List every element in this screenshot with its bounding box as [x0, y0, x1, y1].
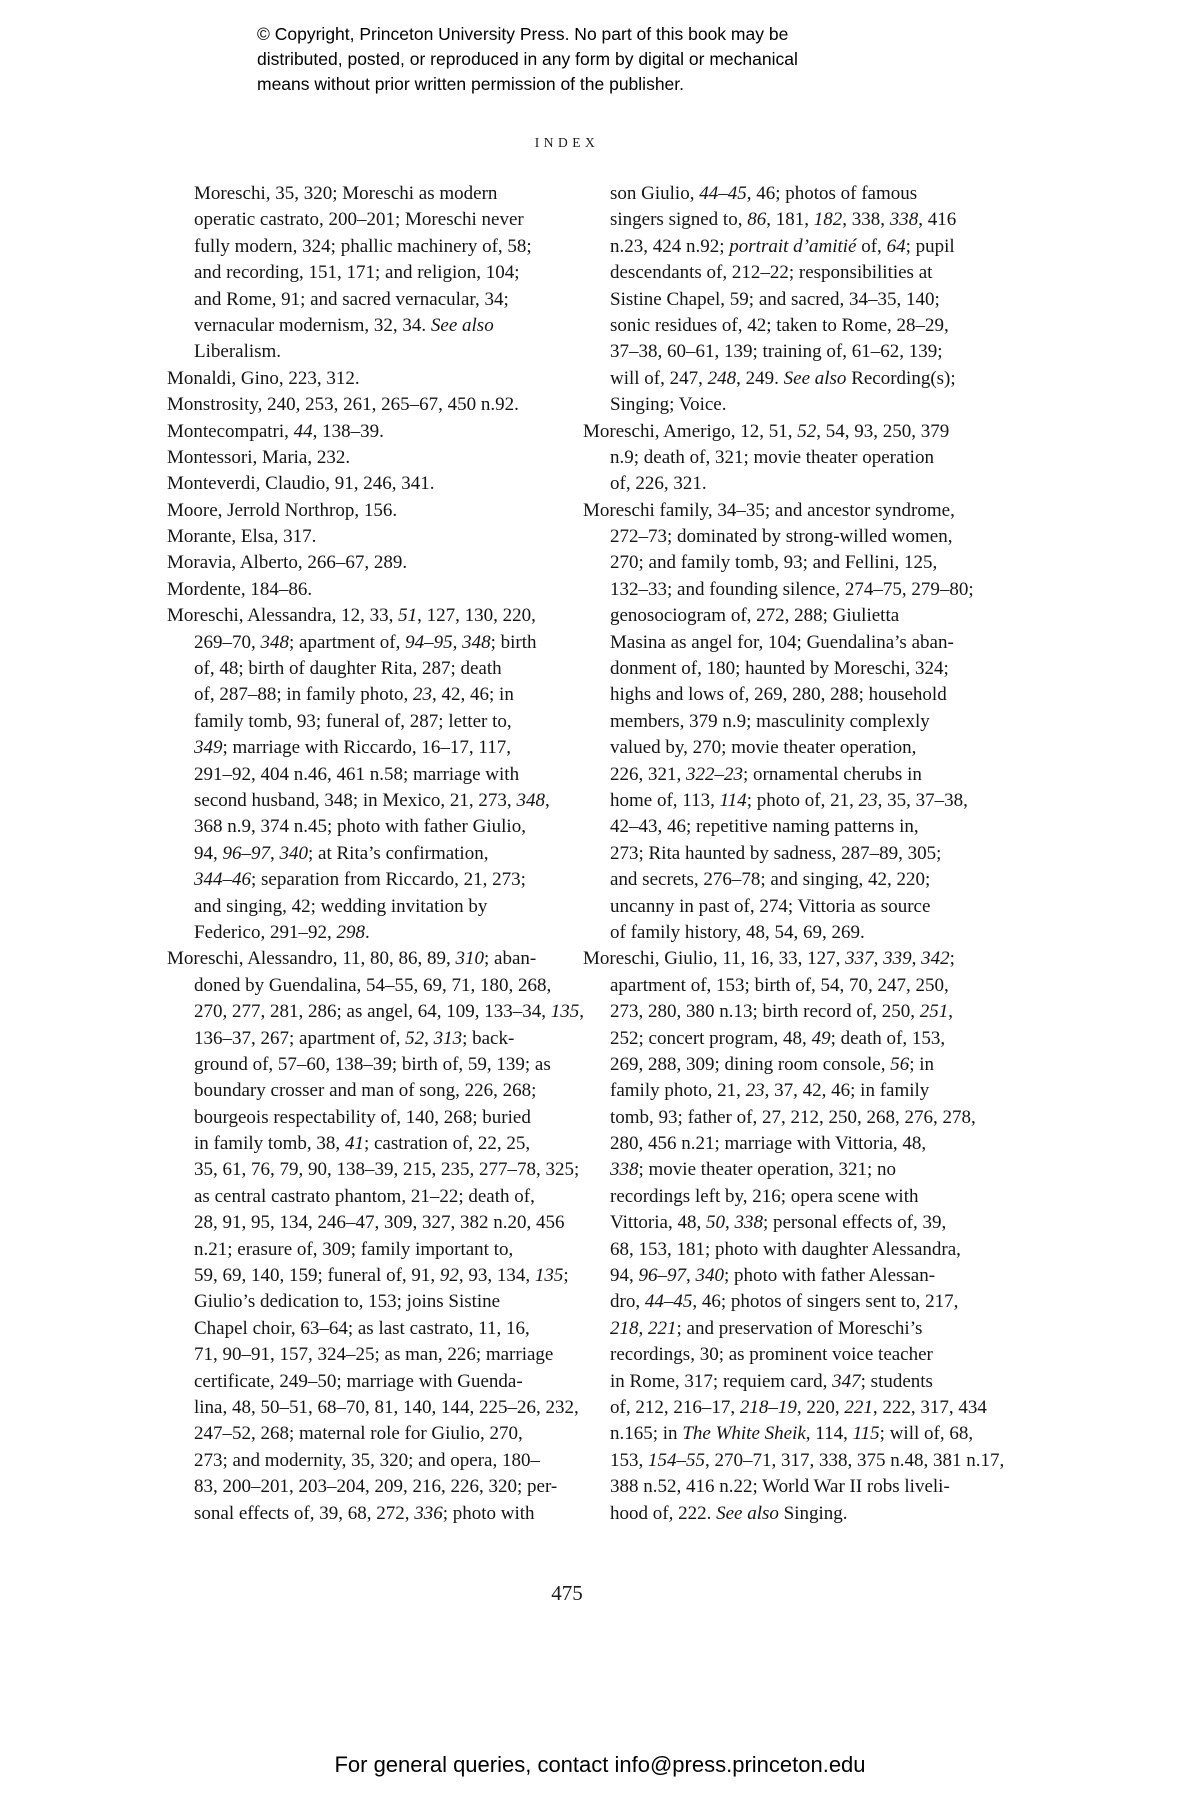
index-line: recordings left by, 216; opera scene with	[610, 1185, 919, 1207]
index-line: 218, 221; and preservation of Moreschi’s	[610, 1317, 923, 1339]
index-line: Monaldi, Gino, 223, 312.	[167, 367, 360, 389]
index-line: n.9; death of, 321; movie theater operation	[610, 446, 934, 468]
index-line: Moreschi, Amerigo, 12, 51, 52, 54, 93, 250, 379	[583, 420, 950, 442]
index-line: bourgeois respectability of, 140, 268; buried	[194, 1106, 531, 1128]
index-line: 344–46; separation from Riccardo, 21, 273;	[194, 869, 526, 891]
index-line: Moreschi, Giulio, 11, 16, 33, 127, 337, 339, 342;	[583, 948, 955, 970]
index-column-left	[167, 181, 585, 1527]
index-line: valued by, 270; movie theater operation,	[610, 737, 917, 759]
index-line: boundary crosser and man of song, 226, 268;	[194, 1080, 537, 1102]
index-line: home of, 113, 114; photo of, 21, 23, 35, 37–38,	[610, 789, 968, 811]
index-line: ground of, 57–60, 138–39; birth of, 59, 139; as	[194, 1053, 551, 1075]
index-line: Masina as angel for, 104; Guendalina’s aban-	[610, 631, 954, 653]
index-line: 247–52, 268; maternal role for Giulio, 270,	[194, 1423, 523, 1445]
index-line: Mordente, 184–86.	[167, 578, 313, 600]
index-line: 269, 288, 309; dining room console, 56; in	[610, 1053, 935, 1075]
index-line: Liberalism.	[194, 341, 282, 363]
index-line: 270, 277, 281, 286; as angel, 64, 109, 133–34, 135,	[194, 1001, 585, 1023]
index-line: Moreschi, 35, 320; Moreschi as modern	[194, 183, 498, 204]
index-line: 273; and modernity, 35, 320; and opera, 180–	[194, 1449, 540, 1471]
index-line: 291–92, 404 n.46, 461 n.58; marriage with	[194, 763, 520, 785]
index-line: Moreschi, Alessandra, 12, 33, 51, 127, 130, 220,	[167, 605, 536, 627]
index-line: Moreschi family, 34–35; and ancestor syndrome,	[583, 499, 955, 521]
index-line: 280, 456 n.21; marriage with Vittoria, 48,	[610, 1133, 927, 1155]
index-line: Moore, Jerrold Northrop, 156.	[167, 499, 398, 521]
index-line: 388 n.52, 416 n.22; World War II robs liveli-	[610, 1476, 950, 1498]
index-column-right	[583, 181, 1005, 1527]
index-line: fully modern, 324; phallic machinery of, 58;	[194, 235, 532, 257]
index-line: of, 226, 321.	[610, 473, 707, 495]
index-line: Moreschi, Alessandro, 11, 80, 86, 89, 310; aban-	[167, 948, 537, 970]
index-line: son Giulio, 44–45, 46; photos of famous	[610, 183, 918, 204]
index-line: uncanny in past of, 274; Vittoria as source	[610, 895, 931, 917]
index-line: doned by Guendalina, 54–55, 69, 71, 180, 268,	[194, 974, 552, 996]
index-line: and Rome, 91; and sacred vernacular, 34;	[194, 288, 509, 310]
index-line: will of, 247, 248, 249. See also Recording(s);	[610, 367, 956, 389]
index-line: 272–73; dominated by strong-willed women,	[610, 526, 953, 548]
index-line: singers signed to, 86, 181, 182, 338, 338, 416	[610, 209, 957, 231]
index-line: and recording, 151, 171; and religion, 104;	[194, 262, 520, 284]
index-line: 83, 200–201, 203–204, 209, 216, 226, 320; per-	[194, 1476, 558, 1498]
index-line: Montessori, Maria, 232.	[167, 446, 351, 468]
index-line: Sistine Chapel, 59; and sacred, 34–35, 140;	[610, 288, 940, 310]
index-line: 270; and family tomb, 93; and Fellini, 125,	[610, 552, 938, 574]
index-line: Moravia, Alberto, 266–67, 289.	[167, 552, 408, 574]
index-line: Giulio’s dedication to, 153; joins Sistine	[194, 1291, 501, 1313]
index-line: sonal effects of, 39, 68, 272, 336; photo with	[194, 1502, 535, 1524]
index-line: of, 287–88; in family photo, 23, 42, 46; in	[194, 684, 514, 706]
index-line: Morante, Elsa, 317.	[167, 526, 317, 548]
copyright-line: © Copyright, Princeton University Press. No part of this book may be	[257, 24, 789, 44]
index-line: 136–37, 267; apartment of, 52, 313; back-	[194, 1027, 515, 1049]
index-line: Chapel choir, 63–64; as last castrato, 11, 16,	[194, 1317, 530, 1339]
index-line: 28, 91, 95, 134, 246–47, 309, 327, 382 n.20, 456	[194, 1212, 565, 1234]
index-line: 153, 154–55, 270–71, 317, 338, 375 n.48, 381 n.17,	[610, 1449, 1005, 1471]
index-line: 269–70, 348; apartment of, 94–95, 348; birth	[194, 631, 537, 653]
index-line: 273, 280, 380 n.13; birth record of, 250, 251,	[610, 1001, 954, 1023]
index-line: Monteverdi, Claudio, 91, 246, 341.	[167, 473, 435, 495]
index-line: dro, 44–45, 46; photos of singers sent to, 217,	[610, 1291, 959, 1313]
index-line: of, 212, 216–17, 218–19, 220, 221, 222, 317, 434	[610, 1396, 987, 1418]
index-line: genosociogram of, 272, 288; Giulietta	[610, 605, 900, 627]
index-line: 37–38, 60–61, 139; training of, 61–62, 139;	[610, 341, 943, 363]
index-line: tomb, 93; father of, 27, 212, 250, 268, 276, 278,	[610, 1106, 976, 1128]
index-line: of, 48; birth of daughter Rita, 287; death	[194, 658, 502, 680]
index-line: certificate, 249–50; marriage with Guenda-	[194, 1370, 523, 1392]
index-line: vernacular modernism, 32, 34. See also	[194, 314, 494, 336]
index-line: 59, 69, 140, 159; funeral of, 91, 92, 93, 134, 135;	[194, 1265, 569, 1287]
index-line: family tomb, 93; funeral of, 287; letter to,	[194, 710, 512, 732]
index-line: sonic residues of, 42; taken to Rome, 28–29,	[610, 314, 949, 336]
index-line: lina, 48, 50–51, 68–70, 81, 140, 144, 225–26, 232,	[194, 1396, 579, 1418]
index-line: descendants of, 212–22; responsibilities at	[610, 262, 933, 284]
index-line: Monstrosity, 240, 253, 261, 265–67, 450 n.92.	[167, 394, 519, 416]
index-line: 68, 153, 181; photo with daughter Alessandra,	[610, 1238, 961, 1260]
page-number: 475	[551, 1581, 583, 1605]
index-line: donment of, 180; haunted by Moreschi, 324;	[610, 658, 949, 680]
index-line: 349; marriage with Riccardo, 16–17, 117,	[194, 737, 511, 759]
index-line: Singing; Voice.	[610, 394, 727, 416]
page-title: INDEX	[534, 135, 600, 150]
index-line: and singing, 42; wedding invitation by	[194, 895, 488, 917]
index-line: 42–43, 46; repetitive naming patterns in,	[610, 816, 919, 838]
index-line: 132–33; and founding silence, 274–75, 279–80;	[610, 578, 974, 600]
index-line: family photo, 21, 23, 37, 42, 46; in family	[610, 1080, 930, 1102]
index-line: Montecompatri, 44, 138–39.	[167, 420, 384, 442]
index-line: n.165; in The White Sheik, 114, 115; will of, 68,	[610, 1423, 974, 1445]
index-line: 94, 96–97, 340; at Rita’s confirmation,	[194, 842, 489, 864]
index-line: Federico, 291–92, 298.	[194, 921, 370, 943]
index-line: in Rome, 317; requiem card, 347; students	[610, 1370, 933, 1392]
index-line: 94, 96–97, 340; photo with father Alessan-	[610, 1265, 936, 1287]
index-line: operatic castrato, 200–201; Moreschi never	[194, 209, 524, 231]
copyright-line: means without prior written permission of the publisher.	[257, 74, 685, 94]
index-line: 71, 90–91, 157, 324–25; as man, 226; marriage	[194, 1344, 554, 1366]
index-line: of family history, 48, 54, 69, 269.	[610, 921, 865, 943]
index-line: 35, 61, 76, 79, 90, 138–39, 215, 235, 277–78, 325;	[194, 1159, 580, 1181]
index-line: highs and lows of, 269, 280, 288; household	[610, 684, 947, 706]
index-line: as central castrato phantom, 21–22; death of,	[194, 1185, 535, 1207]
index-line: second husband, 348; in Mexico, 21, 273, 348,	[194, 789, 550, 811]
index-line: in family tomb, 38, 41; castration of, 22, 25,	[194, 1133, 531, 1155]
index-line: members, 379 n.9; masculinity complexly	[610, 710, 930, 732]
index-line: hood of, 222. See also Singing.	[610, 1502, 848, 1524]
index-line: 368 n.9, 374 n.45; photo with father Giulio,	[194, 816, 526, 838]
queries-contact-line: For general queries, contact info@press.princeton.edu	[334, 1752, 866, 1777]
index-line: Vittoria, 48, 50, 338; personal effects of, 39,	[610, 1212, 947, 1234]
index-line: and secrets, 276–78; and singing, 42, 220;	[610, 869, 931, 891]
copyright-line: distributed, posted, or reproduced in any form by digital or mechanical	[257, 49, 798, 69]
index-line: 226, 321, 322–23; ornamental cherubs in	[610, 763, 922, 785]
index-line: 338; movie theater operation, 321; no	[610, 1159, 896, 1181]
index-line: recordings, 30; as prominent voice teacher	[610, 1344, 933, 1366]
index-line: n.21; erasure of, 309; family important to,	[194, 1238, 514, 1260]
index-line: apartment of, 153; birth of, 54, 70, 247, 250,	[610, 974, 949, 996]
index-line: 252; concert program, 48, 49; death of, 153,	[610, 1027, 946, 1049]
index-line: 273; Rita haunted by sadness, 287–89, 305;	[610, 842, 942, 864]
index-line: n.23, 424 n.92; portrait d’amitié of, 64; pupil	[610, 235, 955, 257]
copyright-notice	[257, 22, 798, 97]
